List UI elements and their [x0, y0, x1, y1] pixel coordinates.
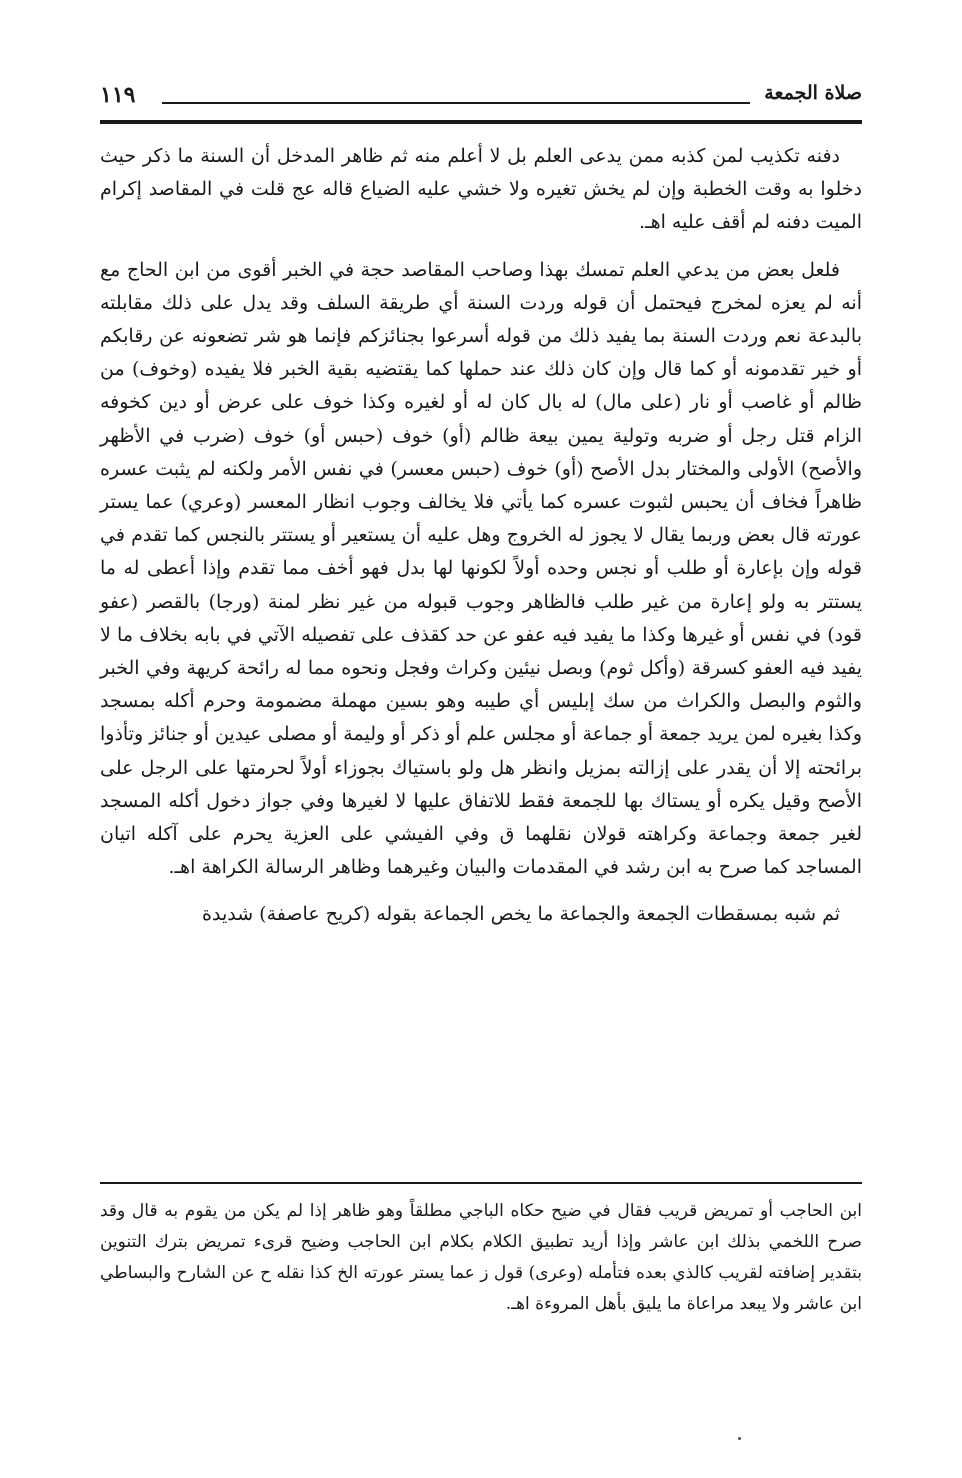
- paragraph: فلعل بعض من يدعي العلم تمسك بهذا وصاحب المقاصد حجة في الخبر أقوى من ابن الحاج مع أنه لم يعزه لمخرج فيحتمل أن قوله وردت السنة أي طريقة السلف وقد يدل على ذلك مقابلته بالبدعة نعم وردت السنة بما يفيد ذلك من قوله أسرعوا بجنائزكم فإنما هو شر تضعونه عن رقابكم أو خير تقدمونه أو كما قال وإن كان ذلك عند حملها كما يقتضيه بقية الخبر فلا يفيده (وخوف) من ظالم أو غاصب أو نار (على مال) له بال كان له أو لغيره وكذا خوف على عرض أو دين كخوفه الزام قتل رجل أو ضربه وتولية يمين بيعة ظالم (أو) خوف (حبس أو) خوف (ضرب في الأظهر والأصح) الأولى والمختار بدل الأصح (أو) خوف (حبس معسر) في نفس الأمر ولكنه لم يثبت عسره ظاهراً فخاف أن يحبس لثبوت عسره كما يأتي فلا يخالف وجوب انظار المعسر (وعري) عما يستر عورته قال بعض وربما يقال لا يجوز له الخروج وهل عليه أن يستعير أو يستتر بالنجس كما تقدم في قوله وإن بإعارة أو طلب أو نجس وحده أولاً لكونها لها بدل فهو أخف مما تقدم وإذا أعطى له ما يستتر به ولو إعارة من غير طلب فالظاهر وجوب قبوله من غير نظر لمنة (ورجا) بالقصر (عفو قود) في نفس أو غيرها وكذا ما يفيد فيه عفو عن حد كقذف على تفصيله الآتي في بابه بخلاف ما لا يفيد فيه العفو كسرقة (وأكل ثوم) وبصل نيئين وكراث وفجل ونحوه مما له رائحة كريهة وفي الخبر والثوم والبصل والكراث من سك إبليس أي طيبه وهو بسين مهملة مضمومة وحرم أكله بمسجد وكذا بغيره لمن يريد جمعة أو جماعة أو مجلس علم أو ذكر أو وليمة أو مصلى عيدين أو جنائز وتأذوا برائحته إلا أن يقدر على إزالته بمزيل وانظر هل ولو باستياك بجوزاء أولاً لحرمتها على الرجل على الأصح وقيل يكره أو يستاك بها للجمعة فقط للاتفاق عليها لا لغيرها وفي جواز دخول أكله المسجد لغير جمعة وجماعة وكراهته قولان نقلهما ق وفي الفيشي على العزية يحرم على آكله اتيان المساجد كما صرح به ابن رشد في المقدمات والبيان وغيرهما وظاهر الرسالة الكراهة اهـ.: [100, 258, 862, 879]
- header-rule: [100, 120, 862, 124]
- main-text: [100, 140, 862, 932]
- footnote-separator: [100, 1182, 862, 1184]
- running-title: صلاة الجمعة: [764, 82, 862, 104]
- header-dash: [162, 102, 750, 104]
- page-number: ١١٩: [100, 82, 136, 108]
- footnote-text: ابن الحاجب أو تمريض قريب فقال في ضيح حكاه الباجي مطلقاً وهو ظاهر إذا لم يكن من يقوم به قال وقد صرح اللخمي بذلك ابن عاشر وإذا أريد تطبيق الكلام بكلام ابن الحاجب وضيح قرىء تمريض بترك التنوين بتقدير إضافته لقريب كالذي بعده فتأمله (وعرى) قول ز عما يستر عورته الخ كذا نقله ح عن الشارح والبساطي ابن عاشر ولا يبعد مراعاة ما يليق بأهل المروءة اهـ.: [100, 1201, 862, 1314]
- paragraph: دفنه تكذيب لمن كذبه ممن يدعى العلم بل لا أعلم منه ثم ظاهر المدخل أن السنة ما ذكر حيث دخلوا به وقت الخطبة وإن لم يخش تغيره ولا خشي عليه الضياع قاله عج قلت في المقاصد إكرام الميت دفنه لم أقف عليه اهـ.: [100, 145, 862, 234]
- paragraph: ثم شبه بمسقطات الجمعة والجماعة ما يخص الجماعة بقوله (كريح عاصفة) شديدة: [202, 903, 840, 926]
- print-speck: [738, 1437, 741, 1440]
- page-header: [100, 80, 862, 120]
- footnote: [100, 1196, 862, 1320]
